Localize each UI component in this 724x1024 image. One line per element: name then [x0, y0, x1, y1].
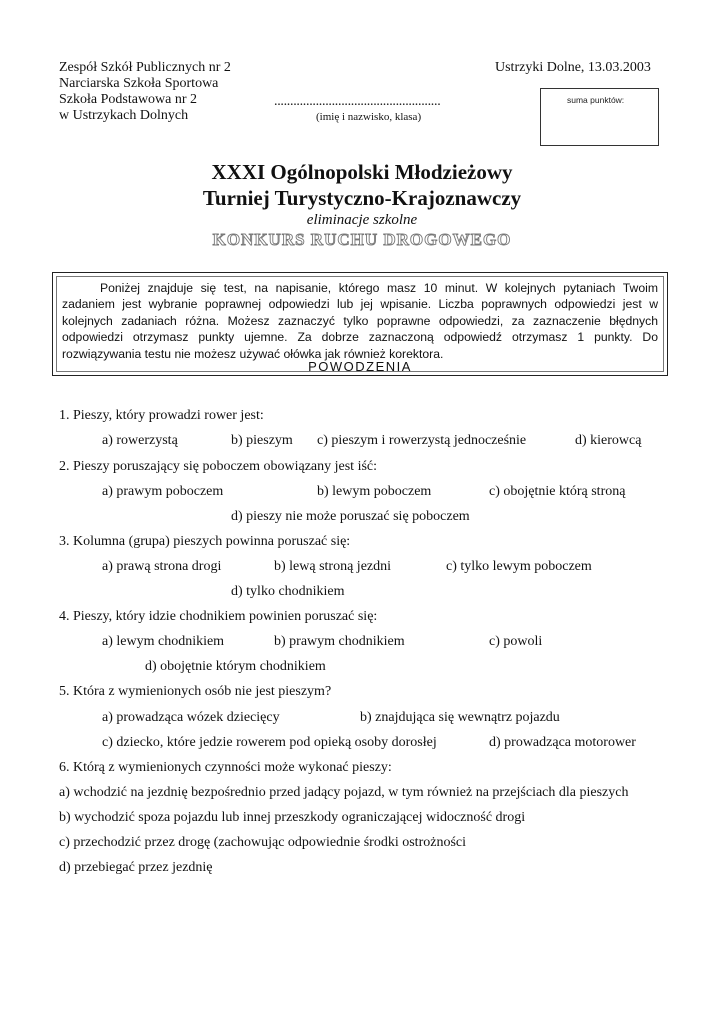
answer-3b[interactable]: b) lewą stroną jezdni: [274, 559, 392, 574]
answer-6a[interactable]: a) wchodzić na jezdnię bezpośrednio przed jadący pojazd, w tym również na przejściach dla pieszych: [59, 785, 629, 800]
answer-3d[interactable]: d) tylko chodnikiem: [231, 584, 345, 599]
answer-4c[interactable]: c) powoli: [489, 634, 543, 649]
name-field-caption: (imię i nazwisko, klasa): [316, 111, 422, 123]
answer-2c[interactable]: c) obojętnie którą stroną: [489, 484, 626, 499]
answer-1a[interactable]: a) rowerzystą: [102, 433, 178, 448]
answer-3c[interactable]: c) tylko lewym poboczem: [446, 559, 592, 574]
question-2: 2. Pieszy poruszający się poboczem obowiązany jest iść:: [59, 459, 378, 474]
answer-5c[interactable]: c) dziecko, które jedzie rowerem pod opieką osoby dorosłej: [102, 735, 437, 750]
contest-title: KONKURS RUCHU DROGOWEGO: [212, 230, 512, 249]
answer-4a[interactable]: a) lewym chodnikiem: [102, 634, 225, 649]
answer-5d[interactable]: d) prowadząca motorower: [489, 735, 636, 750]
score-label: suma punktów:: [567, 95, 625, 105]
question-6: 6. Którą z wymienionych czynności może wykonać pieszy:: [59, 760, 392, 775]
school-line: Narciarska Szkoła Sportowa: [59, 76, 219, 91]
place-date: Ustrzyki Dolne, 13.03.2003: [495, 60, 651, 75]
page-title-line2: Turniej Turystyczno-Krajoznawczy: [202, 186, 522, 210]
name-field-dots[interactable]: ....................................................: [274, 94, 441, 109]
answer-2d[interactable]: d) pieszy nie może poruszać się poboczem: [231, 509, 470, 524]
instructions-text: Poniżej znajduje się test, na napisanie, którego masz 10 minut. W kolejnych pytaniach Twoim zadaniem jest wybranie poprawnej odpowiedzi lub jej wpisanie. Liczba poprawnych odpowiedzi jest w kolejnych zadaniach różna. Możesz zaznaczyć tylko poprawne odpowiedzi, za zaznaczenie błędnych odpowiedzi otrzymasz punkty ujemne. Za dobrze zaznaczoną odpowiedź otrzymasz 1 punkty. Do rozwiązywania testu nie możesz używać ołówka jak również korektora.: [62, 281, 658, 361]
answer-1b[interactable]: b) pieszym: [231, 433, 293, 448]
instructions-box: [52, 272, 668, 376]
school-line: Zespół Szkół Publicznych nr 2: [59, 60, 231, 75]
school-header: [59, 60, 231, 124]
question-5: 5. Która z wymienionych osób nie jest pieszym?: [59, 684, 332, 699]
answer-3a[interactable]: a) prawą strona drogi: [102, 559, 222, 574]
answer-5b[interactable]: b) znajdująca się wewnątrz pojazdu: [360, 710, 560, 725]
answer-2a[interactable]: a) prawym poboczem: [102, 484, 224, 499]
good-luck-text: POWODZENIA: [308, 359, 412, 375]
answer-4b[interactable]: b) prawym chodnikiem: [274, 634, 405, 649]
question-1: 1. Pieszy, który prowadzi rower jest:: [59, 408, 264, 423]
name-caption-text: imię i nazwisko, klasa: [319, 111, 418, 123]
answer-1d[interactable]: d) kierowcą: [575, 433, 642, 448]
answer-2b[interactable]: b) lewym poboczem: [317, 484, 432, 499]
school-line: Szkoła Podstawowa nr 2: [59, 92, 198, 107]
answer-6b[interactable]: b) wychodzić spoza pojazdu lub innej przeszkody ograniczającej widoczność drogi: [59, 810, 526, 825]
answer-1c[interactable]: c) pieszym i rowerzystą jednocześnie: [317, 433, 527, 448]
score-box[interactable]: [540, 88, 659, 146]
question-4: 4. Pieszy, który idzie chodnikiem powinien poruszać się:: [59, 609, 378, 624]
page-subtitle: eliminacje szkolne: [306, 212, 418, 228]
page-title: XXXI Ogólnopolski Młodzieżowy: [211, 160, 513, 184]
answer-4d[interactable]: d) obojętnie którym chodnikiem: [145, 659, 326, 674]
answer-6d[interactable]: d) przebiegać przez jezdnię: [59, 860, 213, 875]
instructions-inner: [56, 276, 664, 375]
school-line: w Ustrzykach Dolnych: [59, 108, 189, 123]
answer-6c[interactable]: c) przechodzić przez drogę (zachowując odpowiednie środki ostrożności: [59, 835, 466, 850]
answer-5a[interactable]: a) prowadząca wózek dziecięcy: [102, 710, 280, 725]
question-3: 3. Kolumna (grupa) pieszych powinna poruszać się:: [59, 534, 351, 549]
